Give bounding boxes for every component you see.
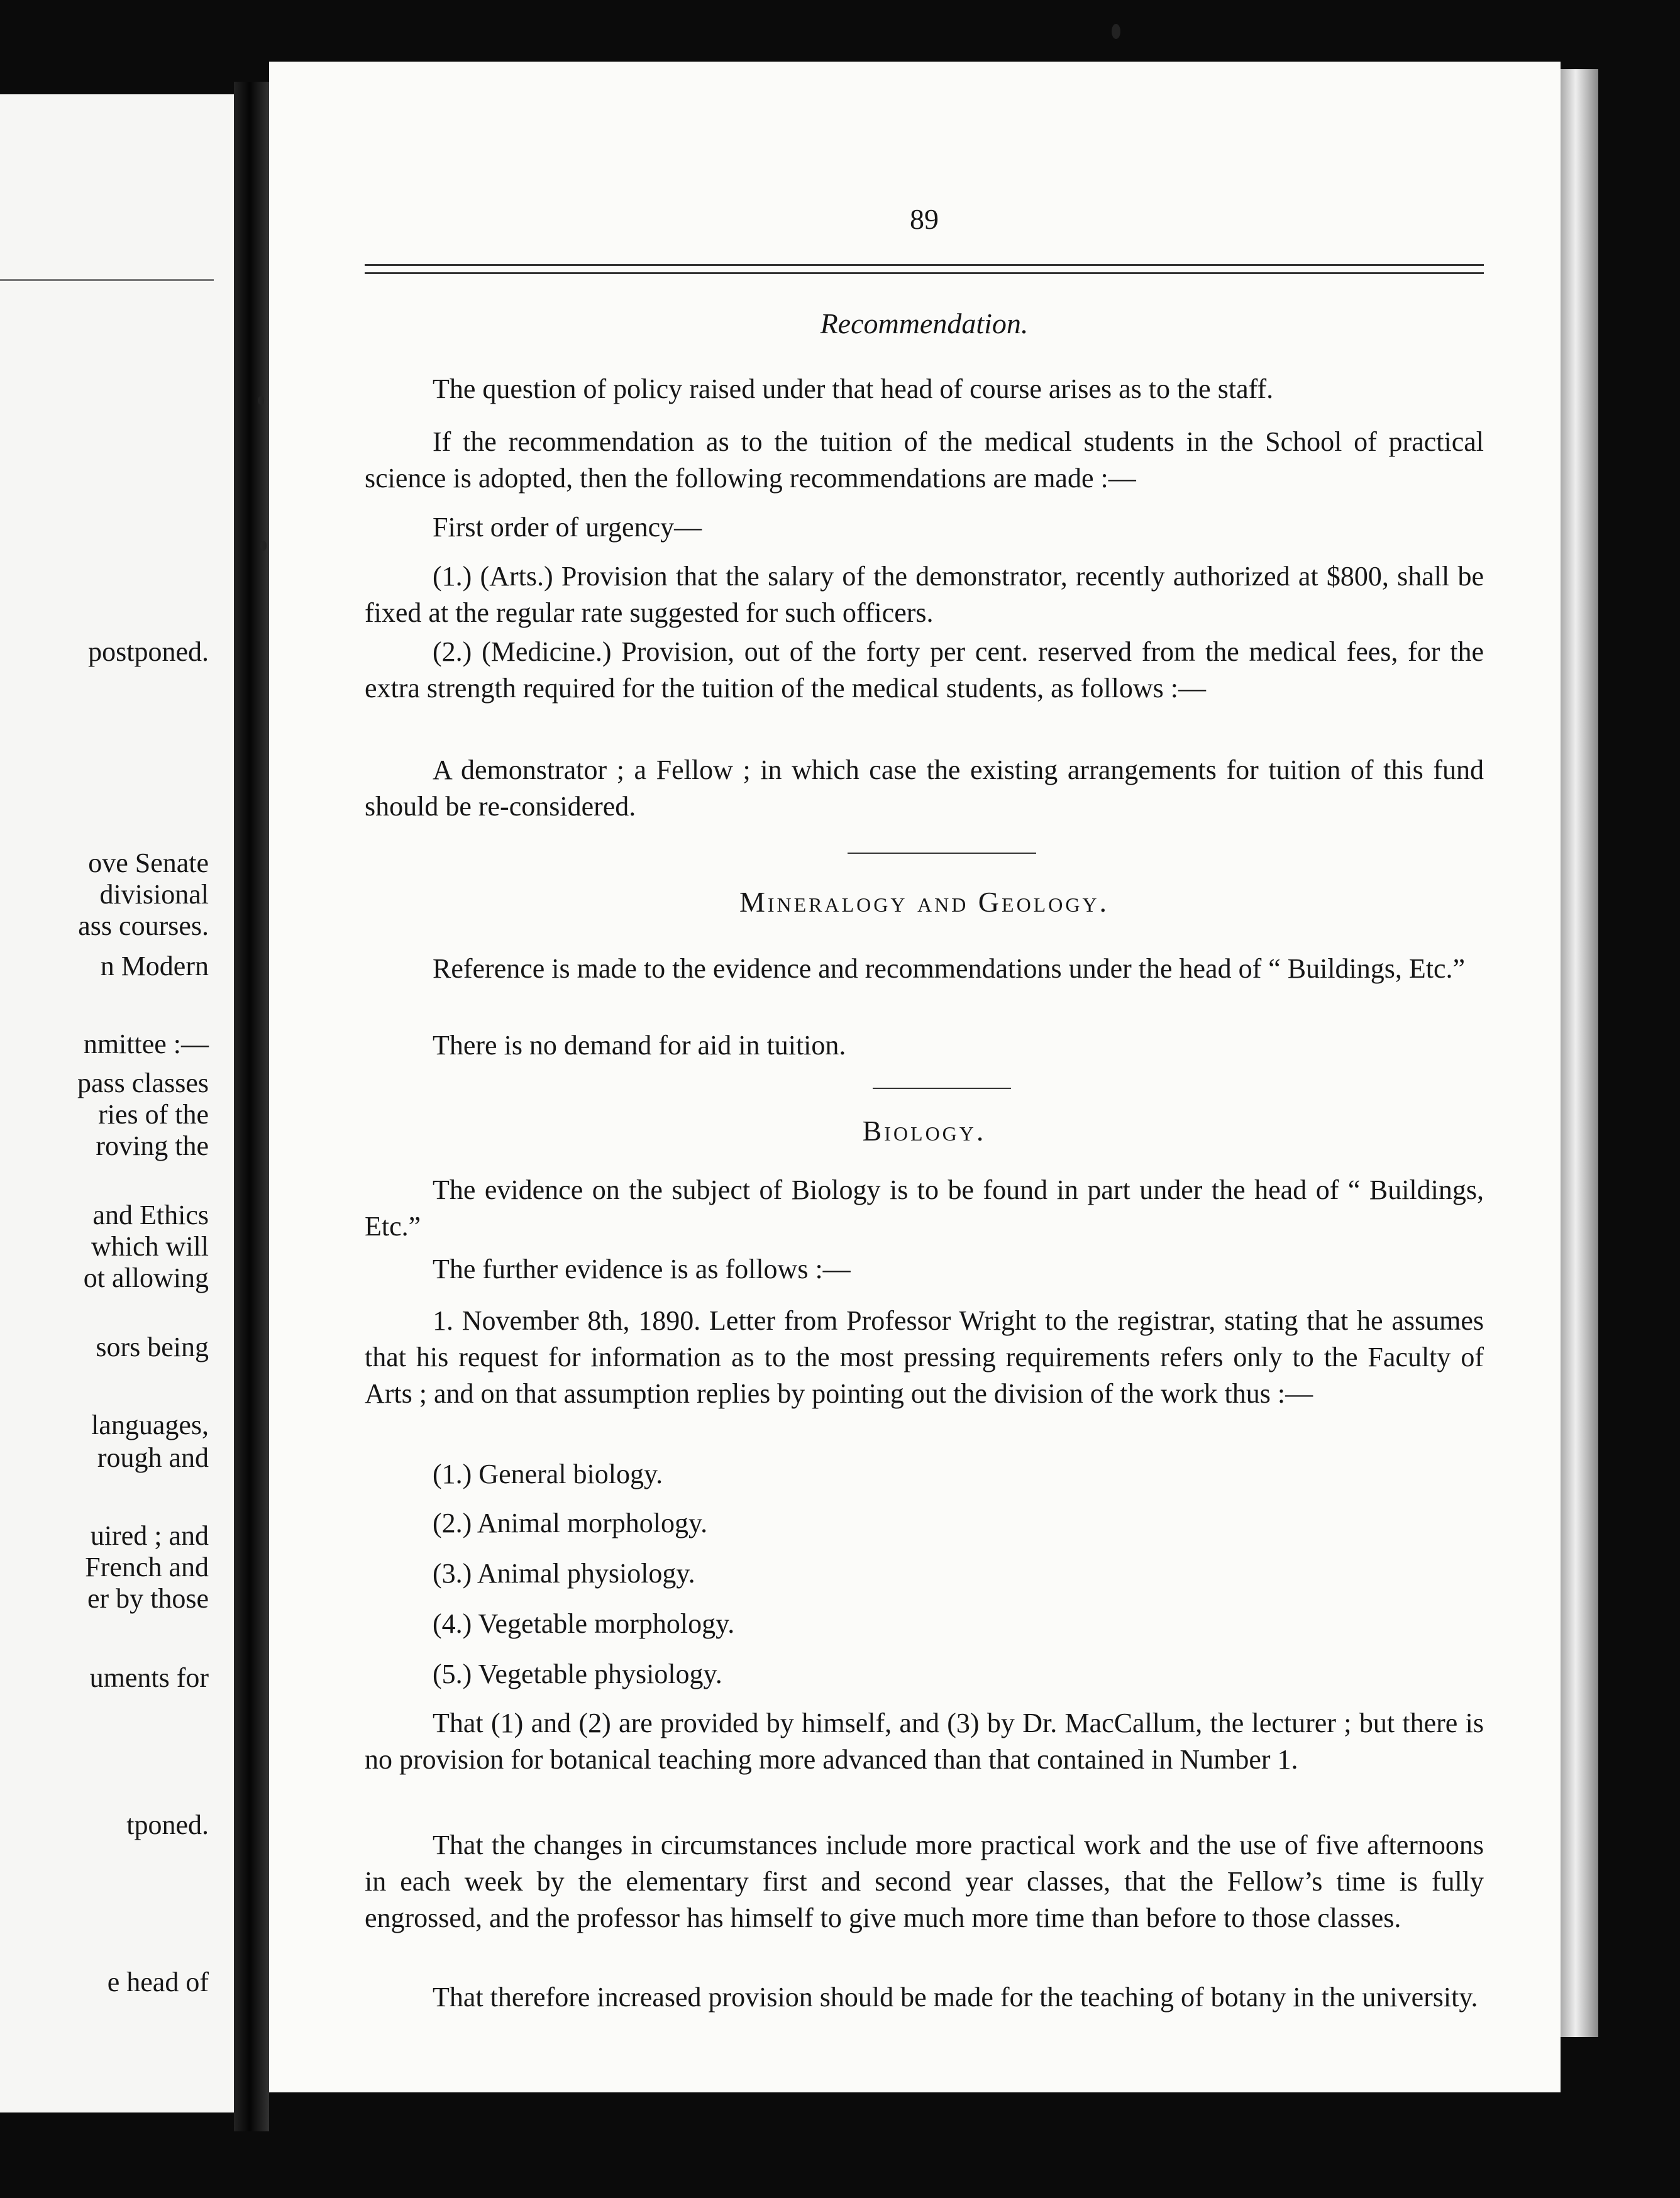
paragraph: (1.) (Arts.) Provision that the salary of the demonstrator, recently authorized at $800, shall be fixed at the regular rate suggested for such officers. — [365, 561, 1484, 628]
paragraph: The further evidence is as follows :— — [433, 1254, 851, 1284]
left-fragment: postponed. — [88, 636, 209, 667]
left-page — [0, 94, 234, 2112]
left-fragment: roving the — [96, 1130, 209, 1161]
left-fragment: languages, — [91, 1410, 209, 1440]
page-number: 89 — [910, 203, 939, 235]
paragraph: If the recommendation as to the tuition of the medical students in the School of practical science is adopted, then the following recommendations are made :— — [365, 426, 1484, 494]
section-rule — [848, 853, 1036, 854]
left-fragment: ries of the — [98, 1099, 209, 1130]
left-fragment: rough and — [97, 1442, 209, 1473]
left-fragment: nmittee :— — [83, 1029, 209, 1059]
left-page-rule — [0, 279, 214, 281]
left-fragment: e head of — [107, 1967, 209, 1997]
list-item: (2.) Animal morphology. — [433, 1508, 708, 1538]
paragraph: That the changes in circumstances include more practical work and the use of five afternoons in each week by the elementary first and second year classes, that the Fellow’s time is fully engrossed, and the professor has himself to give much more time than before to those classes. — [365, 1830, 1484, 1933]
left-fragment: divisional — [99, 879, 209, 910]
list-item: (4.) Vegetable morphology. — [433, 1608, 735, 1639]
paragraph: (2.) (Medicine.) Provision, out of the forty per cent. reserved from the medical fees, for the extra strength required for the tuition of the medical students, as follows :— — [365, 636, 1484, 704]
section-rule — [873, 1088, 1011, 1089]
left-fragment: sors being — [96, 1332, 209, 1362]
header-double-rule — [365, 264, 1484, 274]
scan-speck — [260, 541, 267, 551]
left-fragment: ove Senate — [88, 848, 209, 878]
left-fragment: ass courses. — [78, 910, 209, 941]
paragraph: That therefore increased provision should be made for the teaching of botany in the university. — [433, 1982, 1478, 2013]
left-fragment: uments for — [89, 1662, 209, 1693]
left-fragment: and Ethics — [92, 1200, 209, 1230]
list-item: (3.) Animal physiology. — [433, 1558, 695, 1589]
paragraph: There is no demand for aid in tuition. — [433, 1030, 846, 1061]
paragraph: A demonstrator ; a Fellow ; in which case the existing arrangements for tuition of this fund should be re-considered. — [365, 754, 1484, 822]
recommendation-heading: Recommendation. — [820, 307, 1029, 340]
paragraph: The question of policy raised under that head of course arises as to the staff. — [433, 373, 1274, 404]
list-item: (5.) Vegetable physiology. — [433, 1659, 722, 1689]
page-edge — [1561, 69, 1598, 2037]
paragraph: Reference is made to the evidence and recommendations under the head of “ Buildings, Etc.” — [433, 953, 1466, 984]
biology-heading: Biology. — [862, 1115, 986, 1147]
scan-speck — [1112, 24, 1120, 39]
left-fragment: er by those — [87, 1583, 209, 1614]
paragraph: The evidence on the subject of Biology is to be found in part under the head of “ Buildings, Etc.” — [365, 1174, 1484, 1242]
paragraph: 1. November 8th, 1890. Letter from Professor Wright to the registrar, stating that he assumes that his request for information as to the most pressing requirements refers only to the Faculty of Arts ; and on that assumption replies by pointing out the division of the work thus :— — [365, 1305, 1484, 1409]
left-fragment: ot allowing — [83, 1262, 209, 1293]
scan-speck — [258, 396, 264, 405]
left-fragment: uired ; and — [90, 1520, 209, 1551]
list-item: (1.) General biology. — [433, 1459, 663, 1489]
left-fragment: n Modern — [100, 951, 209, 981]
right-page — [269, 62, 1561, 2092]
left-fragment: which will — [91, 1231, 209, 1262]
mineralogy-heading: Mineralogy and Geology. — [739, 886, 1110, 918]
paragraph: That (1) and (2) are provided by himself, and (3) by Dr. MacCallum, the lecturer ; but there is no provision for botanical teaching more advanced than that contained in Number 1. — [365, 1708, 1484, 1775]
left-fragment: French and — [85, 1552, 209, 1582]
left-fragment: pass classes — [77, 1068, 209, 1098]
paragraph: First order of urgency— — [433, 512, 702, 543]
left-fragment: tponed. — [126, 1809, 209, 1840]
book-gutter — [234, 82, 269, 2131]
